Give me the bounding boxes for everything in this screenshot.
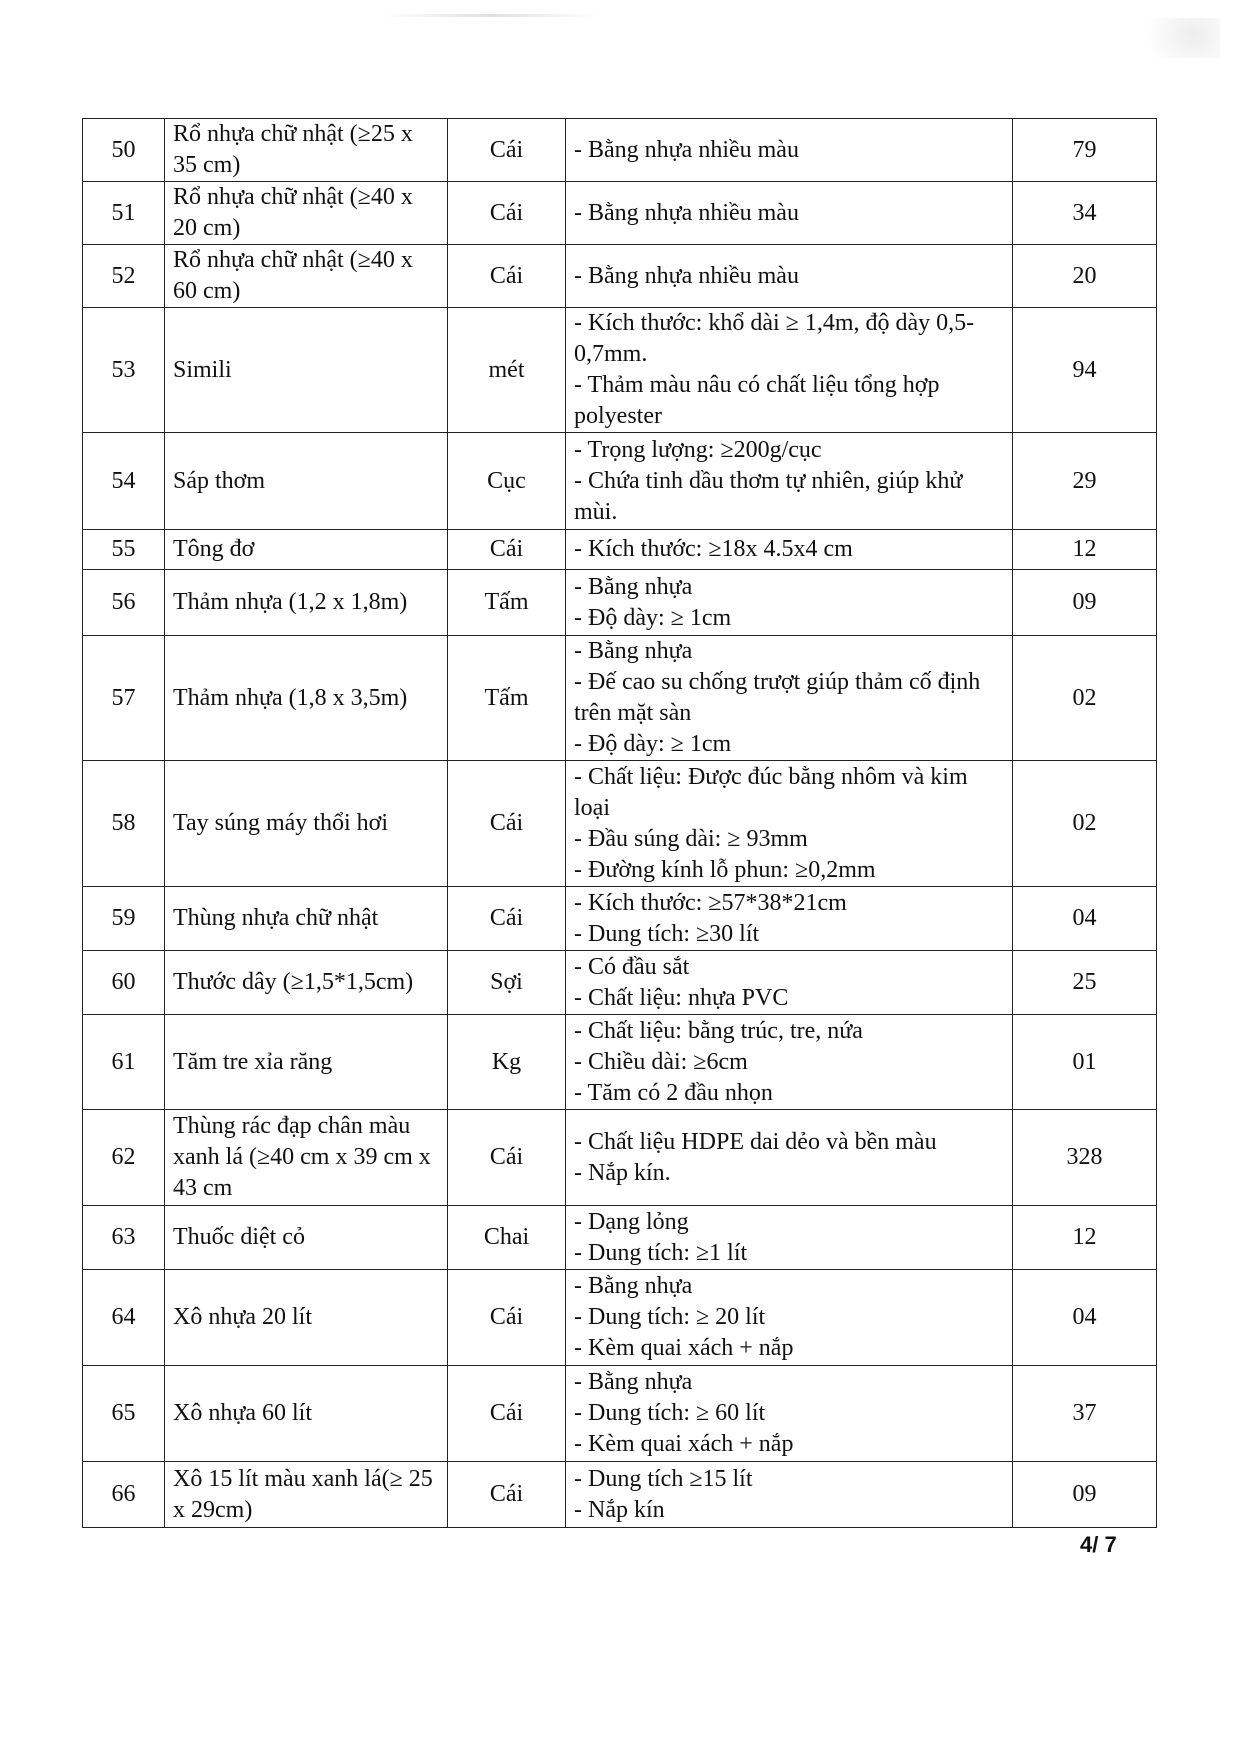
row-number-cell: 53 bbox=[83, 308, 165, 433]
row-number-cell: 58 bbox=[83, 761, 165, 887]
quantity-cell: 328 bbox=[1013, 1110, 1157, 1206]
spec-line: - Chứa tinh dầu thơm tự nhiên, giúp khử mùi. bbox=[574, 467, 963, 525]
spec-line: - Bằng nhựa bbox=[574, 638, 693, 664]
item-name-cell: Tay súng máy thổi hơi bbox=[165, 761, 448, 887]
quantity-cell: 25 bbox=[1013, 951, 1157, 1015]
quantity-cell: 34 bbox=[1013, 182, 1157, 245]
spec-line: - Nắp kín. bbox=[574, 1159, 671, 1186]
row-number-cell: 63 bbox=[83, 1206, 165, 1270]
specification-cell bbox=[566, 1015, 1013, 1110]
items-table-body bbox=[83, 119, 1157, 1528]
scan-artifact-top bbox=[380, 14, 600, 17]
item-name-cell: Xô nhựa 60 lít bbox=[165, 1366, 448, 1462]
table-row bbox=[83, 119, 1157, 182]
specification-cell bbox=[566, 119, 1013, 182]
row-number-cell: 55 bbox=[83, 530, 165, 570]
unit-cell: Cái bbox=[448, 1270, 566, 1366]
spec-line: - Chất liệu HDPE dai dẻo và bền màu bbox=[574, 1128, 937, 1155]
specification-cell bbox=[566, 951, 1013, 1015]
spec-line: - Chất liệu: bằng trúc, tre, nứa bbox=[574, 1017, 863, 1044]
row-number-cell: 57 bbox=[83, 636, 165, 761]
specification-cell bbox=[566, 1366, 1013, 1462]
quantity-cell: 94 bbox=[1013, 308, 1157, 433]
item-name-cell: Rổ nhựa chữ nhật (≥40 x 60 cm) bbox=[165, 245, 448, 308]
unit-cell: Cái bbox=[448, 887, 566, 951]
spec-line: - Dung tích: ≥ 20 lít bbox=[574, 1304, 766, 1330]
item-name-cell: Thùng rác đạp chân màu xanh lá (≥40 cm x 39 cm x 43 cm bbox=[165, 1110, 448, 1206]
table-row bbox=[83, 636, 1157, 761]
unit-cell: Cái bbox=[448, 182, 566, 245]
quantity-cell: 12 bbox=[1013, 1206, 1157, 1270]
row-number-cell: 52 bbox=[83, 245, 165, 308]
spec-line: - Kèm quai xách + nắp bbox=[574, 1431, 794, 1457]
quantity-cell: 79 bbox=[1013, 119, 1157, 182]
item-name-cell: Thảm nhựa (1,8 x 3,5m) bbox=[165, 636, 448, 761]
spec-line: - Chất liệu: nhựa PVC bbox=[574, 984, 789, 1011]
spec-line: - Kích thước: khổ dài ≥ 1,4m, độ dày 0,5-0,7mm. bbox=[574, 310, 975, 367]
table-row bbox=[83, 182, 1157, 245]
row-number-cell: 62 bbox=[83, 1110, 165, 1206]
unit-cell: Chai bbox=[448, 1206, 566, 1270]
quantity-cell: 01 bbox=[1013, 1015, 1157, 1110]
item-name-cell: Xô 15 lít màu xanh lá(≥ 25 x 29cm) bbox=[165, 1462, 448, 1528]
unit-cell: Cái bbox=[448, 1366, 566, 1462]
row-number-cell: 66 bbox=[83, 1462, 165, 1528]
table-row bbox=[83, 308, 1157, 433]
table-row bbox=[83, 1206, 1157, 1270]
spec-line: - Dung tích: ≥1 lít bbox=[574, 1239, 748, 1266]
spec-line: - Trọng lượng: ≥200g/cục bbox=[574, 436, 822, 463]
spec-line: - Đường kính lỗ phun: ≥0,2mm bbox=[574, 856, 876, 883]
table-row bbox=[83, 530, 1157, 570]
spec-line: - Độ dày: ≥ 1cm bbox=[574, 604, 732, 631]
spec-line: - Thảm màu nâu có chất liệu tổng hợp polyester bbox=[574, 372, 940, 429]
row-number-cell: 59 bbox=[83, 887, 165, 951]
spec-line: - Bằng nhựa bbox=[574, 1273, 693, 1299]
spec-line: - Dạng lỏng bbox=[574, 1208, 689, 1235]
spec-line: - Bằng nhựa nhiều màu bbox=[574, 199, 799, 226]
quantity-cell: 12 bbox=[1013, 530, 1157, 570]
spec-line: - Độ dày: ≥ 1cm bbox=[574, 731, 732, 757]
spec-line: - Kích thước: ≥18x 4.5x4 cm bbox=[574, 536, 853, 562]
item-name-cell: Rổ nhựa chữ nhật (≥25 x 35 cm) bbox=[165, 119, 448, 182]
quantity-cell: 09 bbox=[1013, 570, 1157, 636]
item-name-cell: Rổ nhựa chữ nhật (≥40 x 20 cm) bbox=[165, 182, 448, 245]
specification-cell bbox=[566, 308, 1013, 433]
spec-line: - Bằng nhựa bbox=[574, 573, 693, 600]
spec-line: - Bằng nhựa nhiều màu bbox=[574, 136, 799, 163]
spec-line: - Nắp kín bbox=[574, 1496, 665, 1523]
unit-cell: Cái bbox=[448, 119, 566, 182]
table-row bbox=[83, 570, 1157, 636]
quantity-cell: 37 bbox=[1013, 1366, 1157, 1462]
row-number-cell: 64 bbox=[83, 1270, 165, 1366]
specification-cell bbox=[566, 636, 1013, 761]
row-number-cell: 56 bbox=[83, 570, 165, 636]
spec-line: - Tăm có 2 đầu nhọn bbox=[574, 1079, 773, 1106]
quantity-cell: 02 bbox=[1013, 636, 1157, 761]
spec-line: - Bằng nhựa nhiều màu bbox=[574, 262, 799, 289]
spec-line: - Dung tích: ≥ 60 lít bbox=[574, 1400, 766, 1426]
specification-cell bbox=[566, 433, 1013, 530]
spec-line: - Bằng nhựa bbox=[574, 1369, 693, 1395]
quantity-cell: 20 bbox=[1013, 245, 1157, 308]
quantity-cell: 29 bbox=[1013, 433, 1157, 530]
quantity-cell: 02 bbox=[1013, 761, 1157, 887]
table-row bbox=[83, 1270, 1157, 1366]
table-row bbox=[83, 761, 1157, 887]
table-row bbox=[83, 1110, 1157, 1206]
quantity-cell: 04 bbox=[1013, 887, 1157, 951]
row-number-cell: 54 bbox=[83, 433, 165, 530]
specification-cell bbox=[566, 1270, 1013, 1366]
table-row bbox=[83, 1462, 1157, 1528]
unit-cell: Kg bbox=[448, 1015, 566, 1110]
spec-line: - Đầu súng dài: ≥ 93mm bbox=[574, 825, 808, 852]
spec-line: - Dung tích: ≥30 lít bbox=[574, 920, 760, 947]
quantity-cell: 09 bbox=[1013, 1462, 1157, 1528]
row-number-cell: 51 bbox=[83, 182, 165, 245]
spec-line: - Chất liệu: Được đúc bằng nhôm và kim loại bbox=[574, 763, 968, 821]
item-name-cell: Thảm nhựa (1,2 x 1,8m) bbox=[165, 570, 448, 636]
items-table bbox=[82, 118, 1157, 1528]
specification-cell bbox=[566, 1206, 1013, 1270]
item-name-cell: Xô nhựa 20 lít bbox=[165, 1270, 448, 1366]
table-row bbox=[83, 887, 1157, 951]
specification-cell bbox=[566, 1462, 1013, 1528]
specification-cell bbox=[566, 530, 1013, 570]
unit-cell: Tấm bbox=[448, 636, 566, 761]
item-name-cell: Thùng nhựa chữ nhật bbox=[165, 887, 448, 951]
page-number: 4/ 7 bbox=[1080, 1532, 1117, 1557]
specification-cell bbox=[566, 182, 1013, 245]
specification-cell bbox=[566, 1110, 1013, 1206]
table-row bbox=[83, 1366, 1157, 1462]
table-row bbox=[83, 951, 1157, 1015]
table-row bbox=[83, 433, 1157, 530]
unit-cell: Tấm bbox=[448, 570, 566, 636]
spec-line: - Chiều dài: ≥6cm bbox=[574, 1048, 748, 1075]
row-number-cell: 50 bbox=[83, 119, 165, 182]
spec-line: - Có đầu sắt bbox=[574, 953, 690, 980]
table-row bbox=[83, 1015, 1157, 1110]
row-number-cell: 65 bbox=[83, 1366, 165, 1462]
quantity-cell: 04 bbox=[1013, 1270, 1157, 1366]
unit-cell: mét bbox=[448, 308, 566, 433]
unit-cell: Cái bbox=[448, 1462, 566, 1528]
spec-line: - Kích thước: ≥57*38*21cm bbox=[574, 889, 847, 916]
specification-cell bbox=[566, 887, 1013, 951]
unit-cell: Cái bbox=[448, 1110, 566, 1206]
item-name-cell: Tăm tre xỉa răng bbox=[165, 1015, 448, 1110]
spec-line: - Dung tích ≥15 lít bbox=[574, 1465, 753, 1492]
specification-cell bbox=[566, 761, 1013, 887]
unit-cell: Cái bbox=[448, 761, 566, 887]
spec-line: - Kèm quai xách + nắp bbox=[574, 1335, 794, 1361]
specification-cell bbox=[566, 245, 1013, 308]
unit-cell: Cục bbox=[448, 433, 566, 530]
unit-cell: Cái bbox=[448, 245, 566, 308]
item-name-cell: Simili bbox=[165, 308, 448, 433]
table-row bbox=[83, 245, 1157, 308]
scan-artifact-corner bbox=[1130, 18, 1220, 58]
row-number-cell: 61 bbox=[83, 1015, 165, 1110]
item-name-cell: Thuốc diệt cỏ bbox=[165, 1206, 448, 1270]
row-number-cell: 60 bbox=[83, 951, 165, 1015]
spec-line: - Đế cao su chống trượt giúp thảm cố định trên mặt sàn bbox=[574, 669, 981, 726]
item-name-cell: Thước dây (≥1,5*1,5cm) bbox=[165, 951, 448, 1015]
item-name-cell: Tông đơ bbox=[165, 530, 448, 570]
unit-cell: Sợi bbox=[448, 951, 566, 1015]
specification-cell bbox=[566, 570, 1013, 636]
unit-cell: Cái bbox=[448, 530, 566, 570]
item-name-cell: Sáp thơm bbox=[165, 433, 448, 530]
